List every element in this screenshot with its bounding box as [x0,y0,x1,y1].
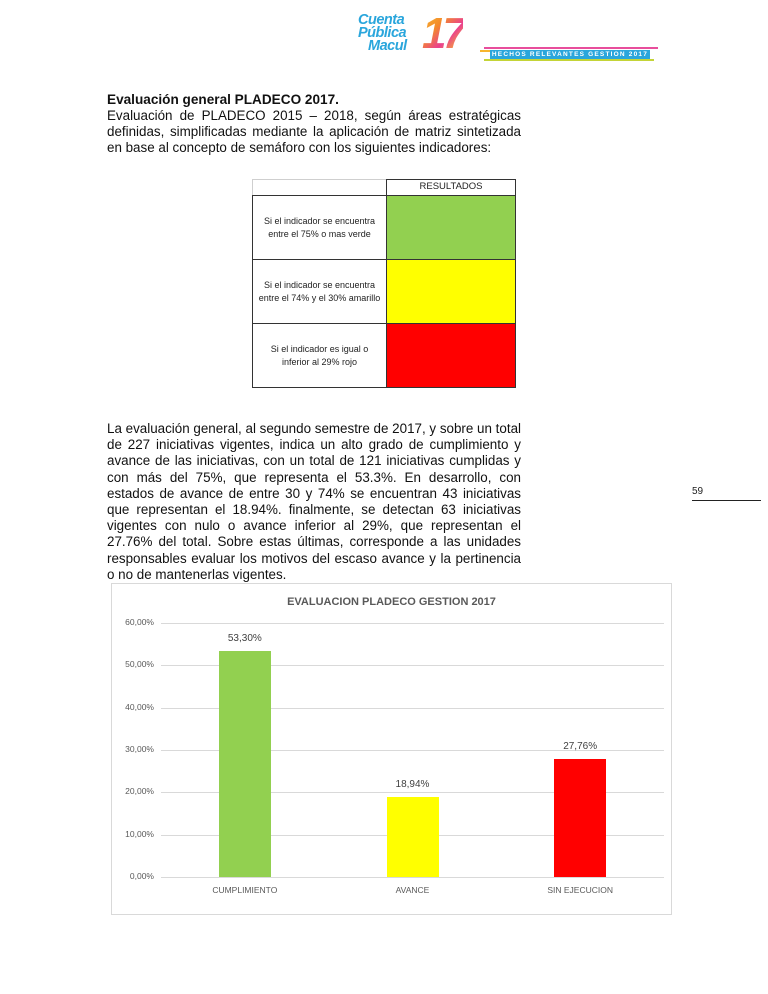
logo-line-3: Macul [368,38,407,54]
semaphore-table [252,179,516,388]
indicator-label: Si el indicador es igual o inferior al 29% rojo [253,324,387,388]
y-axis-tick-label: 50,00% [125,659,154,670]
intro-text: Evaluación de PLADECO 2015 – 2018, según áreas estratégicas definidas, simplificadas mediante la aplicación de matriz sintetizada en base al concepto de semáforo con los siguientes indicadores: [107,108,521,156]
x-axis-category-label: CUMPLIMIENTO [212,885,278,895]
bar-value-label: 27,76% [563,741,598,753]
semaphore-header-row [253,180,516,196]
yellow-swatch [387,260,516,324]
y-axis-tick-label: 60,00% [125,617,154,627]
ribbon-stripe-bottom [484,59,654,61]
x-axis-category-label: SIN EJECUCION [547,885,613,895]
semaphore-row-red [253,324,516,388]
red-swatch [387,324,516,388]
logo-year-number: 17 [422,9,463,58]
bar-chart [111,583,672,915]
semaphore-row-yellow [253,260,516,324]
bar-value-label: 18,94% [395,778,430,790]
bar-value-label: 53,30% [227,633,262,645]
logo-line-2: Pública [358,25,407,41]
plot-area [125,617,664,895]
gridline [161,877,664,878]
cuenta-publica-logo [358,14,407,53]
ribbon-stripe-top [484,47,658,49]
indicator-label: Si el indicador se encuentra entre el 74% y el 30% amarillo [253,260,387,324]
gridline [161,623,664,624]
green-swatch [387,196,516,260]
page-number: 59 [692,486,704,497]
y-axis-tick-label: 20,00% [125,786,154,797]
indicator-label: Si el indicador se encuentra entre el 75% o mas verde [253,196,387,260]
logo-line-1: Cuenta [358,12,405,28]
y-axis-tick-label: 30,00% [125,744,154,754]
bar-cumplimiento [219,651,271,877]
bar-avance [387,797,439,877]
header-blank-cell [253,180,387,196]
header-ribbon [484,47,658,61]
evaluation-text: La evaluación general, al segundo semestre de 2017, y sobre un total de 227 iniciativas vigentes, indica un alto grado de cumplimiento y avance de las iniciativas, con un total de 121 iniciativas cumplidas y con más del 75%, que representa el 53.3%. En desarrollo, con estados de avance de entre 30 y 74% se encuentran 43 iniciativas que representan el 18.94%. finalmente, se detectan 63 iniciativas vigentes con nulo o avance inferior al 29%, que representan el 27.76% del total. Sobre estas últimas, corresponde a las unidades responsables evaluar los motivos del escaso avance y la pertinencia o no de mantenerlas vigentes. [107,421,521,582]
chart-title: EVALUACION PLADECO GESTION 2017 [287,596,496,608]
y-axis-tick-label: 40,00% [125,701,154,712]
page-number-rule [692,500,761,501]
y-axis-tick-label: 0,00% [129,871,154,881]
evaluation-paragraph [107,421,521,583]
x-axis-category-label: AVANCE [395,885,430,895]
section-title: Evaluación general PLADECO 2017. [107,92,339,107]
ribbon-text: HECHOS RELEVANTES GESTION 2017 [491,51,649,58]
bar-sin-ejecucion [554,759,606,877]
semaphore-row-green [253,196,516,260]
intro-paragraph [107,108,521,157]
y-axis-tick-label: 10,00% [125,828,154,839]
results-header: RESULTADOS [387,180,516,196]
header-banner [352,9,662,74]
